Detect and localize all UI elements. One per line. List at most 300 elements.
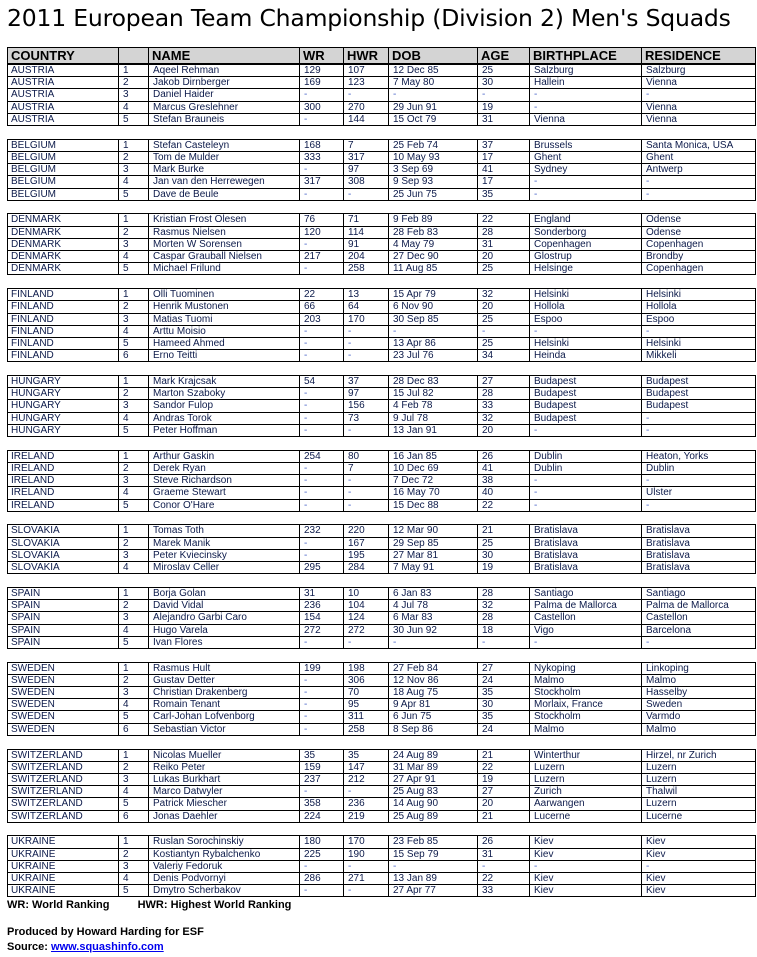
cell-number: 5 — [119, 263, 149, 275]
cell-birthplace: Santiago — [530, 587, 642, 599]
cell-birthplace: Stockholm — [530, 687, 642, 699]
cell-birthplace: Kiev — [530, 885, 642, 897]
cell-birthplace: Palma de Mallorca — [530, 600, 642, 612]
cell-hwr: - — [344, 424, 389, 436]
cell-wr: - — [300, 699, 344, 711]
table-row — [8, 786, 756, 798]
cell-hwr: 190 — [344, 848, 389, 860]
cell-name: Miroslav Celler — [149, 562, 300, 574]
country-group-switzerland — [7, 749, 756, 823]
cell-wr: 66 — [300, 301, 344, 313]
cell-name: Graeme Stewart — [149, 487, 300, 499]
cell-residence: Barcelona — [642, 624, 756, 636]
cell-dob: 6 Mar 83 — [389, 612, 478, 624]
cell-age: 25 — [478, 65, 530, 77]
cell-birthplace: Salzburg — [530, 65, 642, 77]
cell-number: 5 — [119, 885, 149, 897]
cell-hwr: 95 — [344, 699, 389, 711]
cell-residence: Castellon — [642, 612, 756, 624]
cell-hwr: 114 — [344, 226, 389, 238]
table-row — [8, 487, 756, 499]
cell-age: 25 — [478, 537, 530, 549]
cell-birthplace: - — [530, 487, 642, 499]
cell-birthplace: - — [530, 475, 642, 487]
table-row — [8, 350, 756, 362]
cell-wr: 358 — [300, 798, 344, 810]
cell-wr: 154 — [300, 612, 344, 624]
cell-country: SWITZERLAND — [8, 773, 119, 785]
cell-dob: 9 Jul 78 — [389, 412, 478, 424]
cell-age: - — [478, 325, 530, 337]
cell-dob: 18 Aug 75 — [389, 687, 478, 699]
table-row — [8, 773, 756, 785]
cell-country: HUNGARY — [8, 400, 119, 412]
cell-wr: 168 — [300, 139, 344, 151]
cell-age: 30 — [478, 699, 530, 711]
cell-country: UKRAINE — [8, 885, 119, 897]
cell-age: 22 — [478, 873, 530, 885]
table-row — [8, 600, 756, 612]
cell-hwr: 212 — [344, 773, 389, 785]
cell-name: Tomas Toth — [149, 525, 300, 537]
cell-age: 38 — [478, 475, 530, 487]
cell-birthplace: Budapest — [530, 388, 642, 400]
cell-number: 3 — [119, 400, 149, 412]
cell-dob: 29 Jun 91 — [389, 101, 478, 113]
cell-age: 30 — [478, 549, 530, 561]
country-group-ukraine — [7, 835, 756, 897]
table-row — [8, 101, 756, 113]
cell-hwr: - — [344, 487, 389, 499]
cell-country: IRELAND — [8, 499, 119, 511]
cell-hwr: 71 — [344, 214, 389, 226]
cell-name: Marek Manik — [149, 537, 300, 549]
cell-country: SWEDEN — [8, 674, 119, 686]
cell-number: 4 — [119, 101, 149, 113]
cell-birthplace: Luzern — [530, 761, 642, 773]
cell-dob: 27 Feb 84 — [389, 662, 478, 674]
cell-residence: Malmo — [642, 723, 756, 735]
cell-dob: 9 Feb 89 — [389, 214, 478, 226]
cell-wr: - — [300, 325, 344, 337]
table-row — [8, 749, 756, 761]
cell-hwr: - — [344, 499, 389, 511]
cell-number: 1 — [119, 139, 149, 151]
cell-country: SPAIN — [8, 600, 119, 612]
cell-name: Borja Golan — [149, 587, 300, 599]
cell-wr: - — [300, 475, 344, 487]
cell-residence: - — [642, 475, 756, 487]
cell-number: 3 — [119, 313, 149, 325]
cell-name: Rasmus Nielsen — [149, 226, 300, 238]
cell-birthplace: Luzern — [530, 773, 642, 785]
squads-table — [7, 47, 755, 897]
cell-dob: 15 Apr 79 — [389, 289, 478, 301]
cell-country: BELGIUM — [8, 151, 119, 163]
cell-hwr: - — [344, 475, 389, 487]
cell-country: HUNGARY — [8, 412, 119, 424]
cell-birthplace: Sydney — [530, 164, 642, 176]
cell-dob: 31 Mar 89 — [389, 761, 478, 773]
cell-name: Peter Hoffman — [149, 424, 300, 436]
cell-dob: 12 Dec 85 — [389, 65, 478, 77]
cell-number: 2 — [119, 761, 149, 773]
cell-residence: Ghent — [642, 151, 756, 163]
cell-wr: 199 — [300, 662, 344, 674]
cell-residence: Vienna — [642, 101, 756, 113]
cell-country: DENMARK — [8, 251, 119, 263]
country-group-austria — [7, 64, 756, 126]
cell-hwr: 80 — [344, 450, 389, 462]
cell-age: 28 — [478, 388, 530, 400]
cell-name: Kristian Frost Olesen — [149, 214, 300, 226]
cell-number: 1 — [119, 836, 149, 848]
cell-birthplace: Aarwangen — [530, 798, 642, 810]
cell-age: 32 — [478, 289, 530, 301]
cell-name: Mark Burke — [149, 164, 300, 176]
cell-hwr: 236 — [344, 798, 389, 810]
cell-country: AUSTRIA — [8, 77, 119, 89]
cell-wr: 120 — [300, 226, 344, 238]
cell-wr: - — [300, 537, 344, 549]
cell-country: SLOVAKIA — [8, 549, 119, 561]
cell-number: 5 — [119, 798, 149, 810]
table-row — [8, 450, 756, 462]
cell-wr: - — [300, 337, 344, 349]
cell-country: HUNGARY — [8, 388, 119, 400]
cell-number: 5 — [119, 337, 149, 349]
cell-number: 5 — [119, 711, 149, 723]
table-row — [8, 537, 756, 549]
cell-age: 26 — [478, 836, 530, 848]
cell-age: 40 — [478, 487, 530, 499]
cell-number: 4 — [119, 786, 149, 798]
cell-dob: - — [389, 860, 478, 872]
cell-age: 22 — [478, 214, 530, 226]
cell-dob: 16 Jan 85 — [389, 450, 478, 462]
cell-hwr: - — [344, 325, 389, 337]
cell-birthplace: Stockholm — [530, 711, 642, 723]
table-row — [8, 289, 756, 301]
country-group-belgium — [7, 139, 756, 201]
cell-wr: 272 — [300, 624, 344, 636]
cell-dob: 9 Sep 93 — [389, 176, 478, 188]
cell-age: 35 — [478, 188, 530, 200]
cell-residence: Heaton, Yorks — [642, 450, 756, 462]
cell-hwr: 306 — [344, 674, 389, 686]
cell-age: 31 — [478, 113, 530, 125]
cell-hwr: - — [344, 188, 389, 200]
cell-name: Caspar Grauball Nielsen — [149, 251, 300, 263]
cell-age: 37 — [478, 139, 530, 151]
cell-name: Sandor Fulop — [149, 400, 300, 412]
cell-age: 19 — [478, 101, 530, 113]
cell-name: Arthur Gaskin — [149, 450, 300, 462]
table-row — [8, 674, 756, 686]
cell-wr: - — [300, 188, 344, 200]
table-row — [8, 873, 756, 885]
cell-birthplace: Hallein — [530, 77, 642, 89]
page-title: 2011 European Team Championship (Division 2) Men's Squads — [7, 4, 731, 32]
cell-age: 30 — [478, 77, 530, 89]
cell-country: SWEDEN — [8, 687, 119, 699]
cell-residence: Odense — [642, 226, 756, 238]
cell-hwr: 123 — [344, 77, 389, 89]
cell-name: Alejandro Garbi Caro — [149, 612, 300, 624]
cell-birthplace: Bratislava — [530, 549, 642, 561]
cell-age: 21 — [478, 525, 530, 537]
cell-country: SWITZERLAND — [8, 761, 119, 773]
cell-age: 28 — [478, 612, 530, 624]
cell-wr: - — [300, 885, 344, 897]
cell-dob: 13 Jan 89 — [389, 873, 478, 885]
cell-dob: 30 Sep 85 — [389, 313, 478, 325]
cell-country: AUSTRIA — [8, 65, 119, 77]
table-row — [8, 475, 756, 487]
table-row — [8, 612, 756, 624]
cell-name: Nicolas Mueller — [149, 749, 300, 761]
cell-name: Dave de Beule — [149, 188, 300, 200]
cell-wr: 232 — [300, 525, 344, 537]
cell-country: HUNGARY — [8, 376, 119, 388]
cell-country: FINLAND — [8, 325, 119, 337]
cell-country: DENMARK — [8, 238, 119, 250]
cell-residence: Luzern — [642, 773, 756, 785]
cell-wr: - — [300, 89, 344, 101]
cell-residence: Budapest — [642, 376, 756, 388]
cell-number: 4 — [119, 251, 149, 263]
cell-number: 2 — [119, 462, 149, 474]
cell-number: 6 — [119, 810, 149, 822]
cell-dob: 13 Jan 91 — [389, 424, 478, 436]
cell-number: 6 — [119, 723, 149, 735]
cell-residence: Hirzel, nr Zurich — [642, 749, 756, 761]
table-row — [8, 325, 756, 337]
cell-age: 35 — [478, 687, 530, 699]
cell-hwr: 124 — [344, 612, 389, 624]
cell-dob: 23 Jul 76 — [389, 350, 478, 362]
cell-dob: 7 Dec 72 — [389, 475, 478, 487]
table-row — [8, 226, 756, 238]
cell-age: 26 — [478, 450, 530, 462]
cell-birthplace: - — [530, 499, 642, 511]
cell-age: 19 — [478, 773, 530, 785]
cell-number: 1 — [119, 214, 149, 226]
cell-number: 3 — [119, 549, 149, 561]
cell-country: FINLAND — [8, 289, 119, 301]
cell-residence: Hasselby — [642, 687, 756, 699]
cell-wr: - — [300, 687, 344, 699]
cell-wr: - — [300, 164, 344, 176]
table-row — [8, 139, 756, 151]
cell-dob: 4 Jul 78 — [389, 600, 478, 612]
cell-name: Conor O'Hare — [149, 499, 300, 511]
cell-country: IRELAND — [8, 475, 119, 487]
cell-dob: 27 Apr 91 — [389, 773, 478, 785]
cell-name: Andras Torok — [149, 412, 300, 424]
country-group-ireland — [7, 450, 756, 512]
cell-dob: 25 Aug 83 — [389, 786, 478, 798]
cell-number: 4 — [119, 412, 149, 424]
cell-hwr: 97 — [344, 164, 389, 176]
cell-number: 3 — [119, 89, 149, 101]
cell-residence: Copenhagen — [642, 238, 756, 250]
cell-country: SWEDEN — [8, 723, 119, 735]
cell-wr: - — [300, 711, 344, 723]
cell-wr: 180 — [300, 836, 344, 848]
cell-birthplace: Budapest — [530, 412, 642, 424]
cell-residence: Santiago — [642, 587, 756, 599]
cell-number: 1 — [119, 662, 149, 674]
cell-wr: 129 — [300, 65, 344, 77]
cell-birthplace: - — [530, 325, 642, 337]
cell-name: Stefan Casteleyn — [149, 139, 300, 151]
cell-wr: - — [300, 238, 344, 250]
cell-age: 17 — [478, 151, 530, 163]
cell-country: FINLAND — [8, 313, 119, 325]
cell-name: Mark Krajcsak — [149, 376, 300, 388]
cell-number: 4 — [119, 562, 149, 574]
credit: Produced by Howard Harding for ESF — [7, 926, 204, 938]
cell-age: 20 — [478, 798, 530, 810]
cell-birthplace: Dublin — [530, 462, 642, 474]
cell-wr: - — [300, 674, 344, 686]
cell-dob: - — [389, 325, 478, 337]
cell-residence: Brondby — [642, 251, 756, 263]
cell-hwr: 167 — [344, 537, 389, 549]
country-group-hungary — [7, 375, 756, 437]
cell-hwr: 220 — [344, 525, 389, 537]
cell-name: Hameed Ahmed — [149, 337, 300, 349]
cell-name: Jakob Dirnberger — [149, 77, 300, 89]
cell-hwr: 64 — [344, 301, 389, 313]
cell-dob: 25 Jun 75 — [389, 188, 478, 200]
cell-wr: - — [300, 424, 344, 436]
cell-birthplace: - — [530, 424, 642, 436]
cell-name: Dmytro Scherbakov — [149, 885, 300, 897]
cell-wr: 22 — [300, 289, 344, 301]
cell-age: 21 — [478, 810, 530, 822]
cell-dob: - — [389, 636, 478, 648]
cell-country: IRELAND — [8, 450, 119, 462]
cell-wr: 254 — [300, 450, 344, 462]
country-group-finland — [7, 288, 756, 362]
table-row — [8, 499, 756, 511]
cell-country: BELGIUM — [8, 176, 119, 188]
cell-number: 2 — [119, 537, 149, 549]
cell-residence: - — [642, 176, 756, 188]
table-row — [8, 263, 756, 275]
cell-name: Jonas Daehler — [149, 810, 300, 822]
cell-number: 4 — [119, 176, 149, 188]
cell-number: 4 — [119, 624, 149, 636]
cell-hwr: 308 — [344, 176, 389, 188]
cell-number: 5 — [119, 188, 149, 200]
cell-dob: 15 Jul 82 — [389, 388, 478, 400]
table-row — [8, 301, 756, 313]
cell-name: Marcus Greslehner — [149, 101, 300, 113]
cell-residence: - — [642, 636, 756, 648]
cell-age: 41 — [478, 462, 530, 474]
table-row — [8, 798, 756, 810]
cell-number: 5 — [119, 424, 149, 436]
cell-wr: - — [300, 549, 344, 561]
cell-residence: - — [642, 89, 756, 101]
cell-age: 33 — [478, 400, 530, 412]
cell-birthplace: Helsinge — [530, 263, 642, 275]
cell-wr: - — [300, 350, 344, 362]
table-row — [8, 549, 756, 561]
cell-number: 1 — [119, 65, 149, 77]
source-link[interactable]: www.squashinfo.com — [51, 941, 164, 953]
cell-birthplace: Bratislava — [530, 525, 642, 537]
cell-hwr: - — [344, 860, 389, 872]
cell-residence: - — [642, 325, 756, 337]
cell-wr: 31 — [300, 587, 344, 599]
cell-age: 24 — [478, 723, 530, 735]
legend-hwr: HWR: Highest World Ranking — [137, 899, 292, 911]
cell-birthplace: - — [530, 89, 642, 101]
cell-dob: 15 Dec 88 — [389, 499, 478, 511]
cell-residence: Bratislava — [642, 537, 756, 549]
cell-birthplace: Helsinki — [530, 337, 642, 349]
cell-hwr: 198 — [344, 662, 389, 674]
cell-birthplace: Malmo — [530, 674, 642, 686]
cell-number: 3 — [119, 164, 149, 176]
cell-residence: Luzern — [642, 798, 756, 810]
cell-age: 18 — [478, 624, 530, 636]
cell-residence: Linkoping — [642, 662, 756, 674]
cell-age: 33 — [478, 885, 530, 897]
cell-number: 2 — [119, 151, 149, 163]
cell-hwr: 35 — [344, 749, 389, 761]
col-name: NAME — [149, 48, 300, 64]
cell-residence: Lucerne — [642, 810, 756, 822]
table-row — [8, 885, 756, 897]
cell-birthplace: Kiev — [530, 848, 642, 860]
cell-hwr: 10 — [344, 587, 389, 599]
cell-hwr: 317 — [344, 151, 389, 163]
table-row — [8, 662, 756, 674]
cell-wr: - — [300, 786, 344, 798]
cell-age: 31 — [478, 238, 530, 250]
table-row — [8, 65, 756, 77]
cell-dob: 11 Aug 85 — [389, 263, 478, 275]
table-row — [8, 77, 756, 89]
cell-dob: 27 Dec 90 — [389, 251, 478, 263]
cell-number: 1 — [119, 376, 149, 388]
cell-country: BELGIUM — [8, 164, 119, 176]
cell-name: Steve Richardson — [149, 475, 300, 487]
country-group-sweden — [7, 662, 756, 736]
cell-name: Carl-Johan Lofvenborg — [149, 711, 300, 723]
cell-hwr: 73 — [344, 412, 389, 424]
cell-country: FINLAND — [8, 350, 119, 362]
cell-birthplace: Kiev — [530, 836, 642, 848]
cell-residence: Vienna — [642, 113, 756, 125]
cell-hwr: 170 — [344, 836, 389, 848]
cell-number: 2 — [119, 226, 149, 238]
cell-birthplace: Helsinki — [530, 289, 642, 301]
cell-hwr: 195 — [344, 549, 389, 561]
cell-hwr: 170 — [344, 313, 389, 325]
cell-wr: - — [300, 113, 344, 125]
cell-number: 3 — [119, 773, 149, 785]
cell-dob: 23 Feb 85 — [389, 836, 478, 848]
cell-age: 41 — [478, 164, 530, 176]
cell-hwr: 70 — [344, 687, 389, 699]
cell-wr: 76 — [300, 214, 344, 226]
